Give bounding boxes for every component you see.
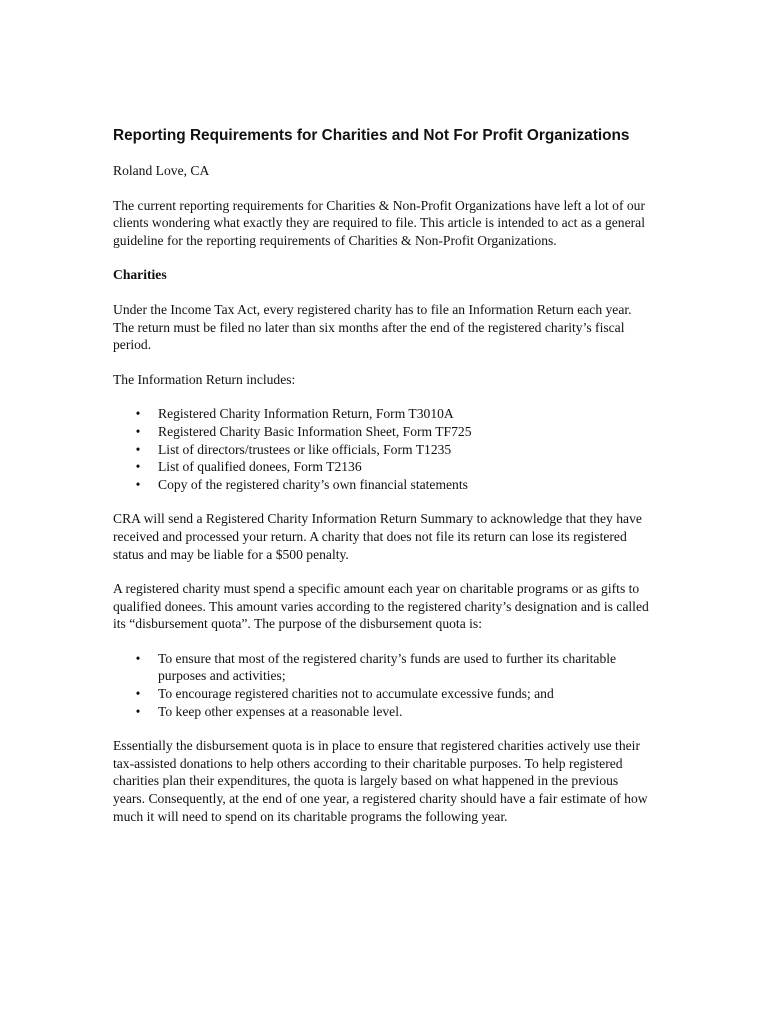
list-item: [113, 423, 653, 441]
bullet-icon: •: [135, 423, 141, 439]
document-body: [113, 126, 653, 842]
author-line: Roland Love, CA: [113, 163, 210, 178]
bullet-icon: •: [135, 686, 141, 702]
list-item-text: To ensure that most of the registered charity’s funds are used to further its charitable purposes and activities;: [158, 650, 617, 684]
filing-paragraph: Under the Income Tax Act, every registered charity has to file an Information Return each year. The return must be filed no later than six months after the end of the registered charity’s fiscal period.: [113, 301, 632, 353]
document-title: Reporting Requirements for Charities and Not For Profit Organizations: [113, 127, 630, 144]
list-item-text: Copy of the registered charity’s own financial statements: [158, 476, 468, 492]
bullet-icon: •: [135, 650, 141, 666]
essentially-paragraph: Essentially the disbursement quota is in place to ensure that registered charities actively use their tax-assisted donations to help others according to their charitable purposes. To help registered charities plan their expenditures, the quota is largely based on what happened in the previous years. Consequently, at the end of one year, a registered charity should have a fair estimate of how much it will need to spend on its charitable programs the following year.: [113, 738, 648, 824]
list-item-text: To encourage registered charities not to accumulate excessive funds; and: [158, 686, 554, 702]
list-item-text: List of qualified donees, Form T2136: [158, 459, 362, 475]
list-item: [113, 458, 653, 476]
bullet-icon: •: [135, 441, 141, 457]
intro-paragraph: The current reporting requirements for Charities & Non-Profit Organizations have left a lot of our clients wondering what exactly they are required to file. This article is intended to act as a general guideline for the reporting requirements of Charities & Non-Profit Organizations.: [113, 197, 646, 248]
bullet-icon: •: [135, 476, 141, 492]
list-item: [113, 476, 653, 494]
cra-paragraph: CRA will send a Registered Charity Information Return Summary to acknowledge that they have received and processed your return. A charity that does not file its return can lose its registered status and may be liable for a $500 penalty.: [113, 511, 642, 562]
quota-purpose-list: [113, 650, 653, 720]
bullet-icon: •: [135, 703, 141, 719]
list-item-text: List of directors/trustees or like officials, Form T1235: [158, 441, 452, 457]
section-heading-charities: Charities: [113, 267, 167, 283]
disbursement-quota-paragraph: A registered charity must spend a specific amount each year on charitable programs or as gifts to qualified donees. This amount varies according to the registered charity’s designation and is called its “disbursement quota”. The purpose of the disbursement quota is:: [113, 581, 649, 632]
list-item: [113, 441, 653, 459]
list-item: [113, 405, 653, 423]
list-item: [113, 685, 653, 703]
list-item-text: To keep other expenses at a reasonable level.: [158, 703, 403, 719]
bullet-icon: •: [135, 459, 141, 475]
includes-paragraph: The Information Return includes:: [113, 371, 296, 387]
list-item: [113, 703, 653, 721]
list-item-text: Registered Charity Basic Information Sheet, Form TF725: [158, 423, 472, 439]
list-item-text: Registered Charity Information Return, Form T3010A: [158, 406, 454, 422]
list-item: [113, 650, 653, 685]
bullet-icon: •: [135, 406, 141, 422]
information-return-list: [113, 405, 653, 493]
